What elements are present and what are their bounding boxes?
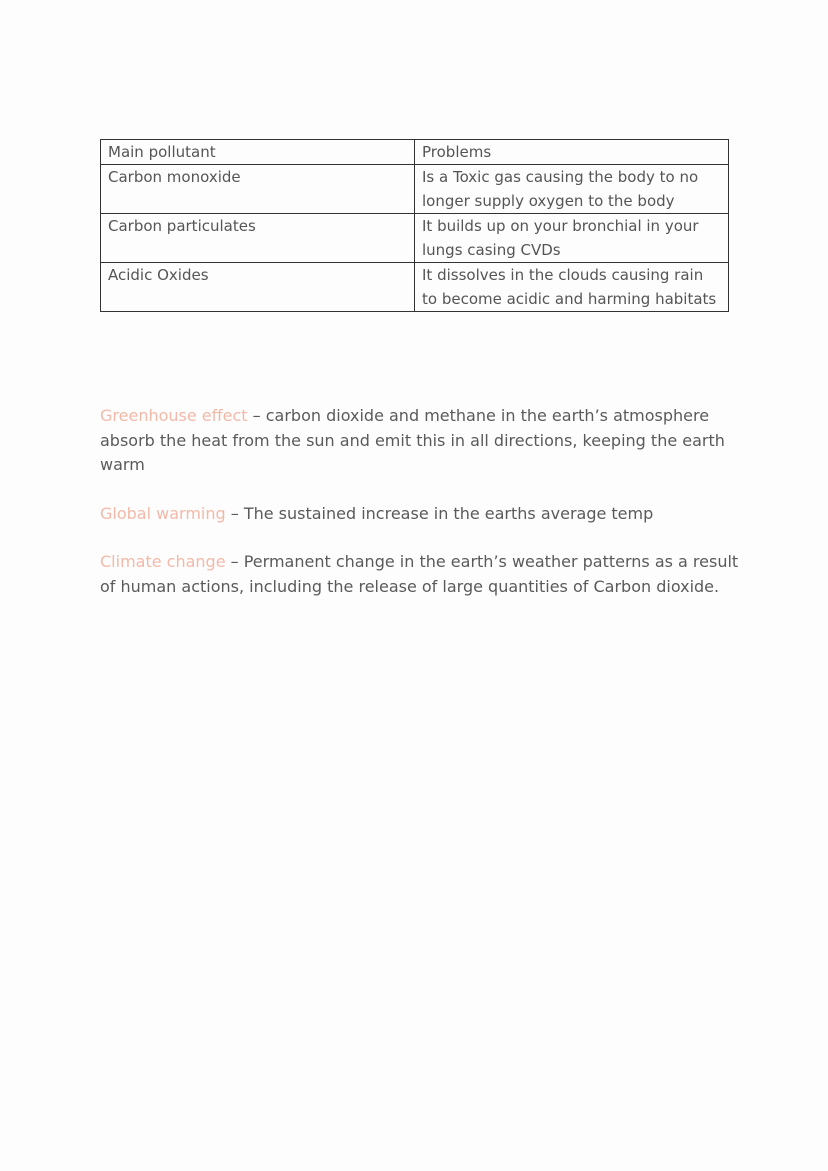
definitions-section — [100, 404, 740, 623]
pollutant-cell: Carbon particulates — [101, 214, 415, 263]
definition-term: Climate change — [100, 552, 226, 571]
definition-term: Greenhouse effect — [100, 406, 248, 425]
table-row — [101, 263, 729, 312]
definition-text: – Permanent change in the earth’s weather patterns as a result of human actions, including the release of large quantities of Carbon dioxide. — [100, 552, 739, 596]
definition-term: Global warming — [100, 503, 226, 523]
problem-cell: It builds up on your bronchial in your lungs casing CVDs — [415, 214, 729, 263]
pollutants-table — [100, 139, 729, 312]
header-main-pollutant: Main pollutant — [101, 140, 415, 165]
definition-climate-change — [100, 550, 740, 599]
definition-greenhouse-effect — [100, 404, 740, 478]
definition-global-warming — [100, 502, 740, 527]
problem-cell: Is a Toxic gas causing the body to no longer supply oxygen to the body — [415, 165, 729, 214]
problem-cell: It dissolves in the clouds causing rain to become acidic and harming habitats — [415, 263, 729, 312]
definition-text: – carbon dioxide and methane in the earth’s atmosphere absorb the heat from the sun and emit this in all directions, keeping the earth warm — [100, 406, 725, 474]
table-row — [101, 214, 729, 263]
definition-text: – The sustained increase in the earths average temp — [225, 503, 654, 523]
table-row — [101, 165, 729, 214]
table-header-row — [101, 140, 729, 165]
pollutant-cell: Acidic Oxides — [101, 263, 415, 312]
pollutant-cell: Carbon monoxide — [101, 165, 415, 214]
header-problems: Problems — [415, 140, 729, 165]
